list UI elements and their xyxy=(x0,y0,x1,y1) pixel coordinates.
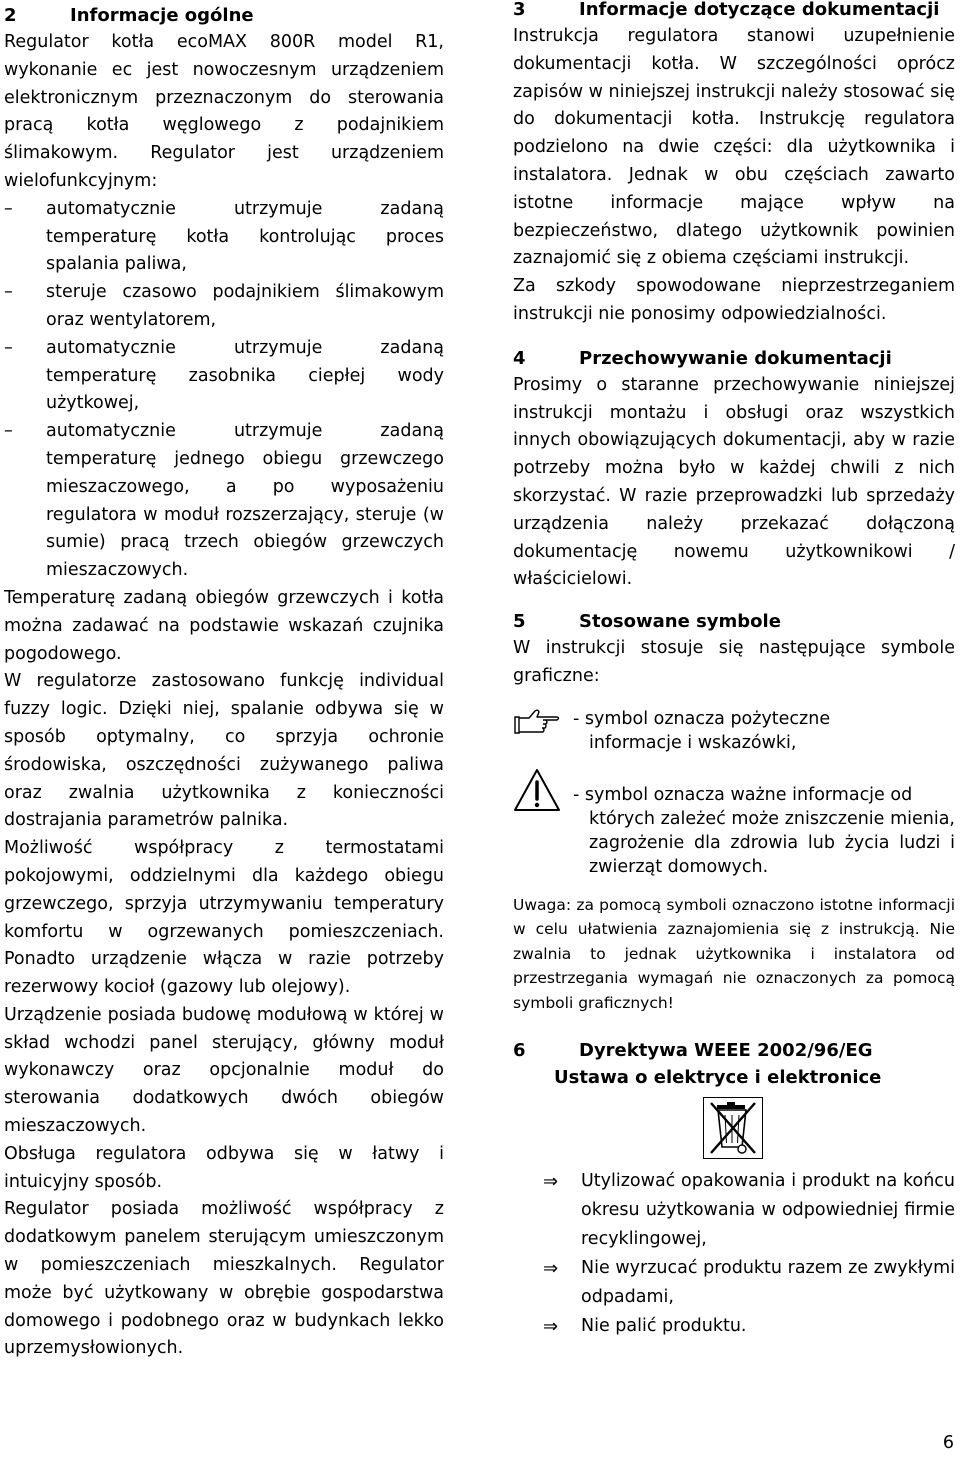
section-number: 5 xyxy=(513,611,526,633)
section-number: 4 xyxy=(513,347,526,369)
section-number: 2 xyxy=(4,5,17,26)
list-item xyxy=(4,279,444,335)
symbol-info-row xyxy=(513,707,955,755)
dash-marker: – xyxy=(4,337,13,358)
section-number: 3 xyxy=(513,0,526,20)
warning-triangle-icon xyxy=(513,767,573,817)
list-item xyxy=(4,418,444,585)
right-column xyxy=(513,0,955,1341)
dash-marker: – xyxy=(4,282,13,303)
section-title: Informacje ogólne xyxy=(70,5,254,26)
list-item-text: steruje czasowo podajnikiem ślimakowym oraz wentylatorem, xyxy=(46,282,444,330)
list-item xyxy=(513,1254,955,1312)
symbol-warning-line1: - symbol oznacza ważne informacje od xyxy=(573,784,913,805)
paragraph-modular: Urządzenie posiada budowę modułową w której w skład wchodzi panel sterujący, główny moduł wykonawczy oraz opcjonalnie moduł do sterowania dodatkowych dwóch obiegów mieszaczowych. xyxy=(4,1004,444,1137)
arrow-icon: ⇒ xyxy=(543,1258,559,1280)
list-item-text: automatycznie utrzymuje zadaną temperaturę zasobnika ciepłej wody użytkowej, xyxy=(46,337,444,414)
symbol-info-line1: - symbol oznacza pożyteczne xyxy=(573,708,831,729)
list-item-text: Nie wyrzucać produktu razem ze zwykłymi odpadami, xyxy=(581,1258,955,1308)
paragraph-liability: Za szkody spowodowane nieprzestrzeganiem instrukcji nie ponosimy odpowiedzialności. xyxy=(513,276,955,324)
section-5-heading xyxy=(513,608,955,635)
dash-marker: – xyxy=(4,421,13,442)
section-6-heading xyxy=(513,1037,955,1064)
symbol-warning-line2: których zależeć może zniszczenie mienia, zagrożenie dla zdrowia lub życia ludzi i zwierząt domowych. xyxy=(589,808,955,877)
section-title: Dyrektywa WEEE 2002/96/EG xyxy=(579,1040,873,1062)
arrow-icon: ⇒ xyxy=(543,1171,559,1193)
list-item-text: Nie palić produktu. xyxy=(581,1316,747,1337)
paragraph-fuzzy-logic: W regulatorze zastosowano funkcję individual fuzzy logic. Dzięki niej, spalanie odbywa się w sposób optymalny, co sprzyja ochronie środowiska, oszczędności zużywanego paliwa oraz zwalnia użytkownika z konieczności dostrajania parametrów palnika. xyxy=(4,671,444,831)
paragraph-panel: Regulator posiada możliwość współpracy z dodatkowym panelem sterującym umieszczonym w pomieszczeniach mieszkalnych. Regulator może być użytkowany w obrębie gospodarstwa domowego i podobnego oraz w budynkach lekko uprzemysłowionych. xyxy=(4,1199,444,1359)
section-number: 6 xyxy=(513,1040,526,1062)
section-title: Stosowane symbole xyxy=(579,611,781,633)
paragraph-storage: Prosimy o staranne przechowywanie niniejszej instrukcji montażu i obsługi oraz wszystkich innych obowiązujących dokumentacji, aby w razie potrzeby można było w każdej chwili z nich skorzystać. W razie przeprowadzki lub sprzedaży urządzenia należy przekazać dołączoną dokumentację nowemu użytkownikowi / właścicielowi. xyxy=(513,374,955,590)
list-item-text: Utylizować opakowania i produkt na końcu okresu użytkowania w odpowiedniej firmie recyklingowej, xyxy=(581,1171,955,1250)
list-item-text: automatycznie utrzymuje zadaną temperaturę jednego obiegu grzewczego mieszaczowego, a po wyposażeniu regulatora w moduł rozszerzający, steruje (w sumie) pracą trzech obiegów grzewczych mieszaczowych. xyxy=(46,421,444,581)
section-title: Informacje dotyczące dokumentacji xyxy=(579,0,940,20)
symbol-info-line2: informacje i wskazówki, xyxy=(589,732,797,753)
page-number: 6 xyxy=(942,1433,954,1453)
paragraph-thermostats: Możliwość współpracy z termostatami pokojowymi, oddzielnymi dla każdego obiegu grzewczego, sprzyja utrzymywaniu temperatury komfortu w ogrzewanych pomieszczeniach. Ponadto urządzenie włącza w razie potrzeby rezerwowy kocioł (gazowy lub olejowy). xyxy=(4,838,444,998)
note-paragraph: Uwaga: za pomocą symboli oznaczono istotne informacji w celu ułatwienia zaznajomienia się z instrukcją. Nie zwalnia to jednak użytkownika i instalatora od przestrzegania wymagań nie oznaczonych za pomocą symboli graficznych! xyxy=(513,895,955,1012)
paragraph-symbols: W instrukcji stosuje się następujące symbole graficzne: xyxy=(513,638,955,686)
list-item xyxy=(513,1167,955,1254)
section-title: Przechowywanie dokumentacji xyxy=(579,347,892,369)
symbol-info-text xyxy=(573,707,955,755)
intro-paragraph: Regulator kotła ecoMAX 800R model R1, wykonanie ec jest nowoczesnym urządzeniem elektronicznym przeznaczonym do sterowania pracą kotła węglowego z podajnikiem ślimakowym. Regulator jest urządzeniem wielofunkcyjnym: xyxy=(4,32,444,191)
symbol-warning-text xyxy=(573,767,955,879)
section-subtitle: Ustawa o elektryce i elektronice xyxy=(554,1067,882,1089)
pointing-hand-icon xyxy=(513,707,573,741)
paragraph-operation: Obsługa regulatora odbywa się w łatwy i intuicyjny sposób. xyxy=(4,1143,444,1192)
list-item xyxy=(513,1312,955,1341)
left-column xyxy=(4,0,444,1363)
list-item xyxy=(4,335,444,418)
arrow-icon: ⇒ xyxy=(543,1316,559,1338)
list-item-text: automatycznie utrzymuje zadaną temperaturę kotła kontrolując proces spalania paliwa, xyxy=(46,198,444,275)
list-item xyxy=(4,196,444,279)
section-6-subtitle xyxy=(513,1064,955,1091)
weee-bin-icon xyxy=(513,1097,955,1163)
paragraph-weather-sensor: Temperaturę zadaną obiegów grzewczych i kotła można zadawać na podstawie wskazań czujnika pogodowego. xyxy=(4,587,444,664)
section-2-heading xyxy=(4,2,444,29)
section-4-heading xyxy=(513,345,955,372)
symbol-warning-row xyxy=(513,767,955,879)
paragraph-documentation: Instrukcja regulatora stanowi uzupełnienie dokumentacji kotła. W szczególności oprócz zapisów w niniejszej instrukcji należy stosować się do dokumentacji kotła. Instrukcję regulatora podzielono na dwie części: dla użytkownika i instalatora. Jednak w obu częściach zawarto istotne informacje mające wpływ na bezpieczeństwo, dlatego użytkownik powinien zaznajomić się z obiema częściami instrukcji. xyxy=(513,26,955,269)
section-3-heading xyxy=(513,0,955,23)
dash-marker: – xyxy=(4,198,13,219)
